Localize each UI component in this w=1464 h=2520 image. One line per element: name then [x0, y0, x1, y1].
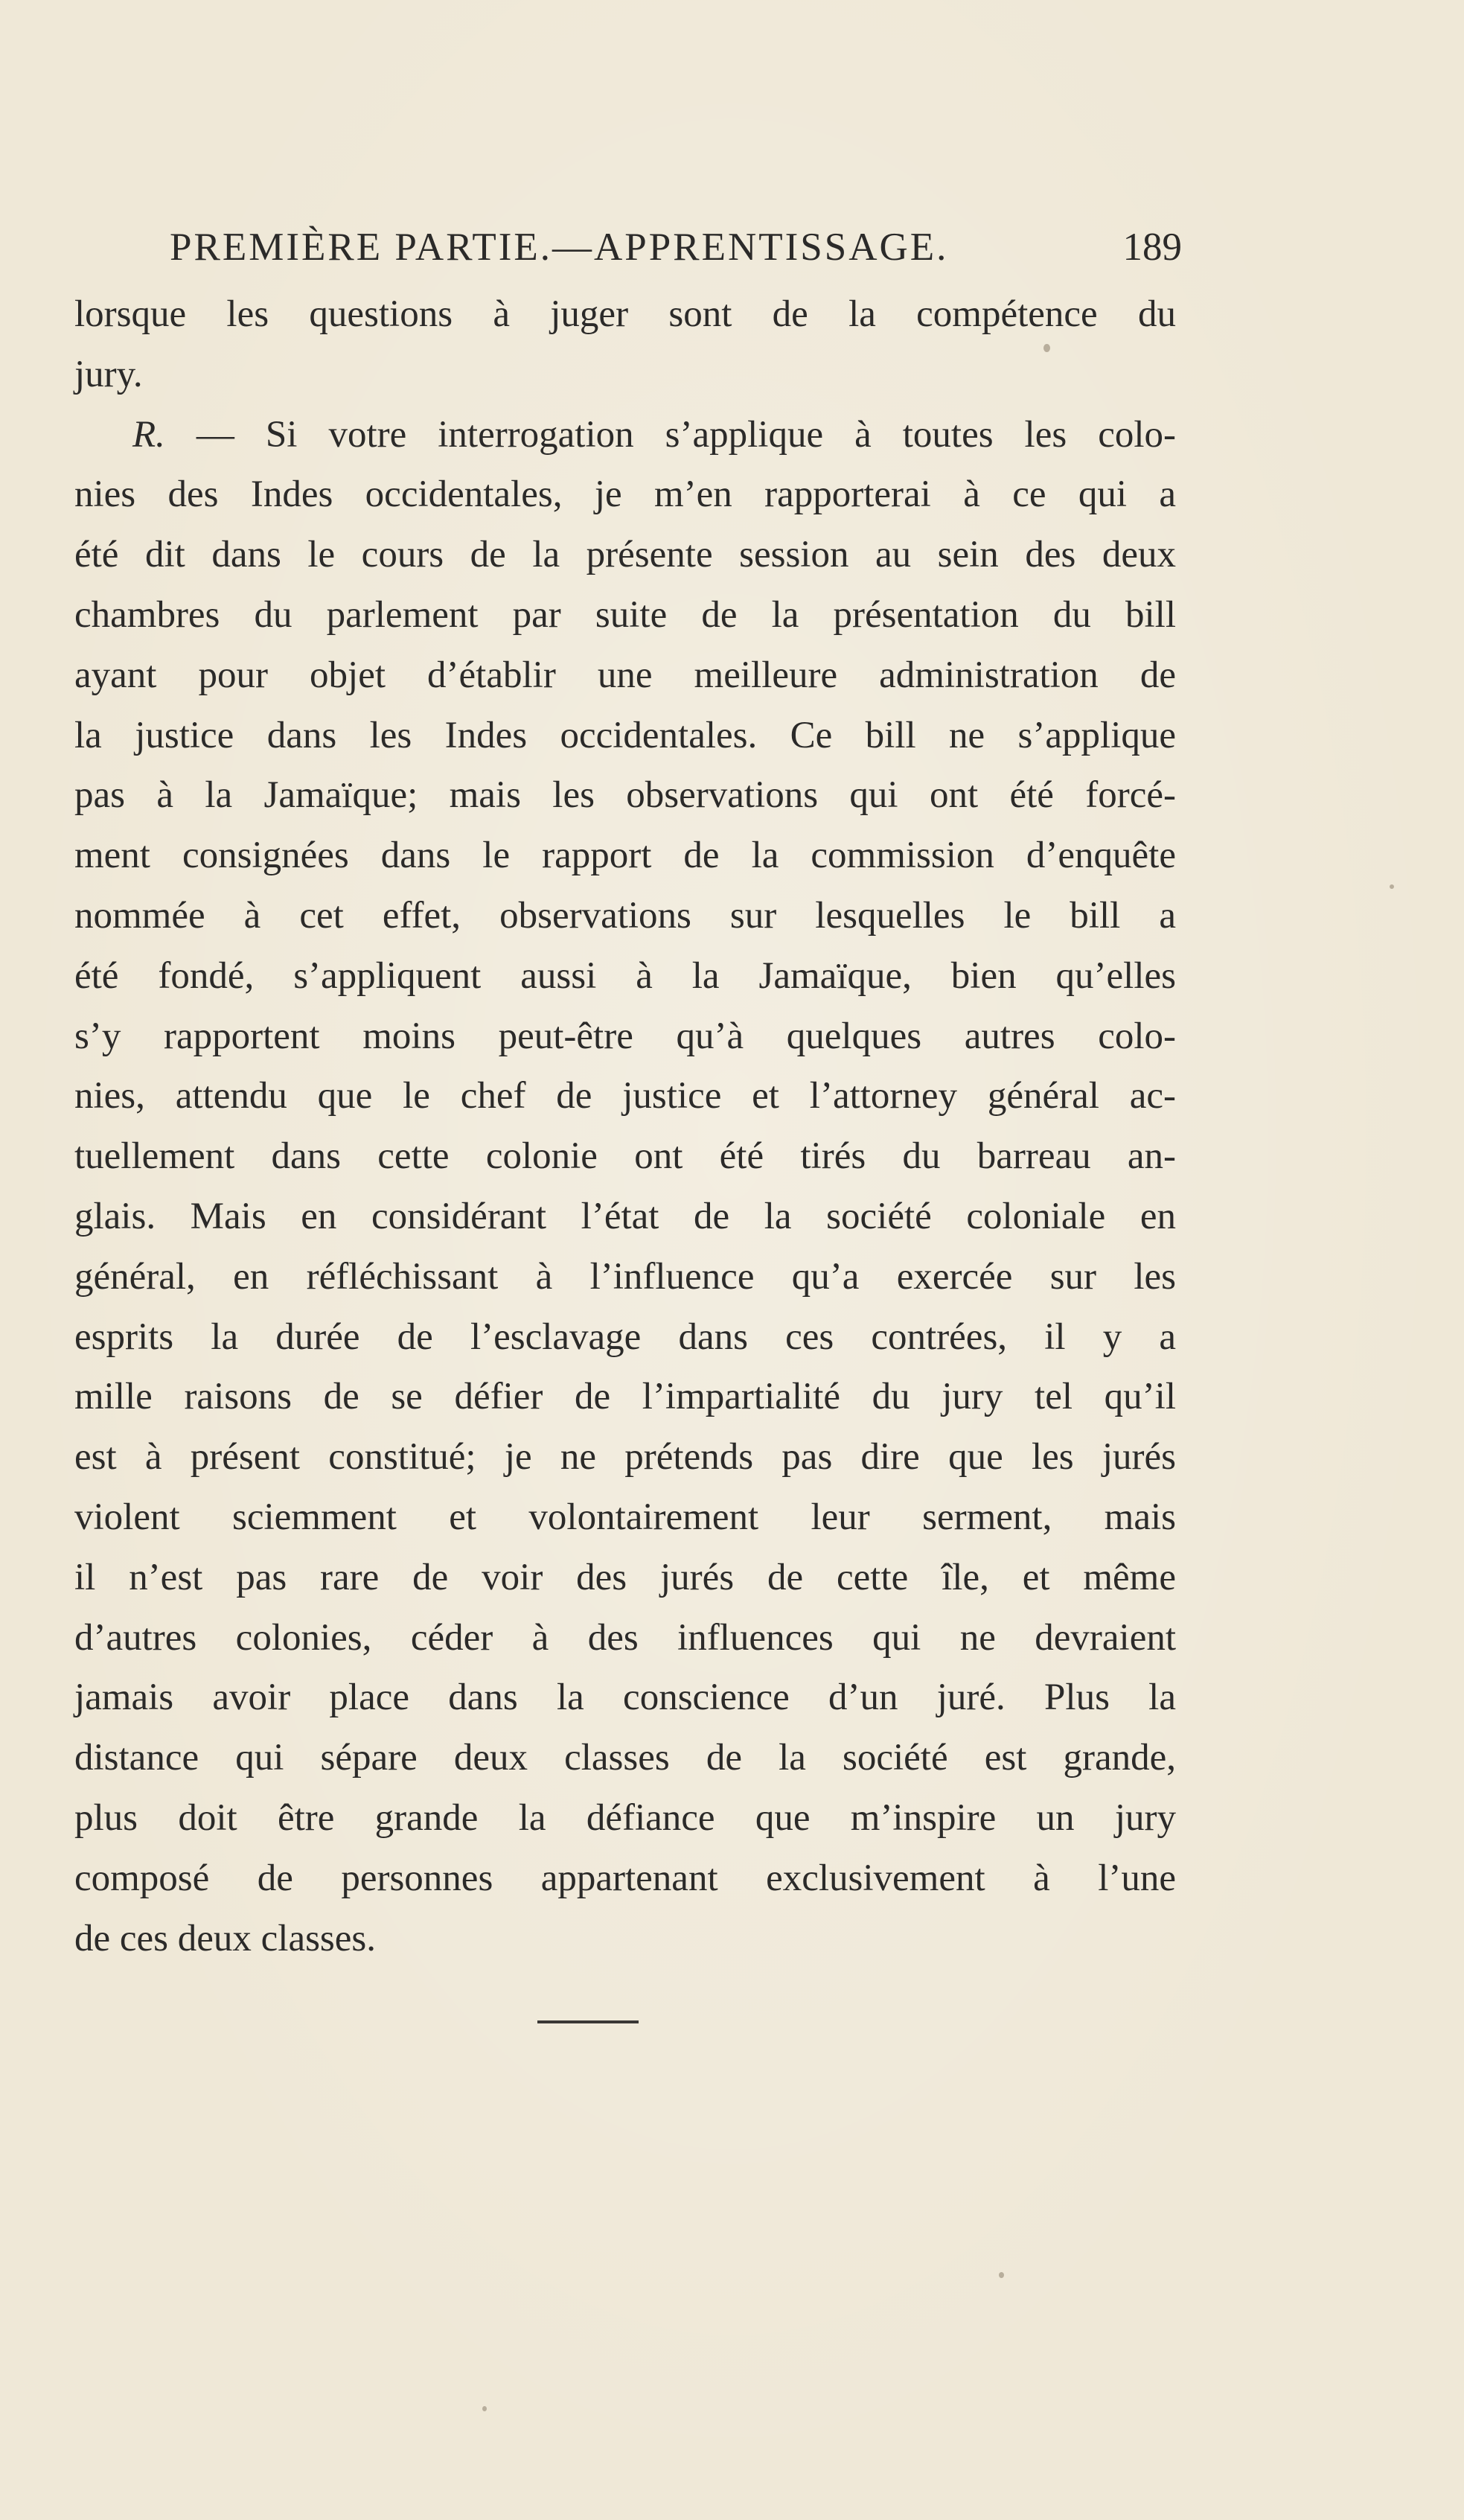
text-line: nies des Indes occidentales, je m’en rapporterai à ce qui a [74, 473, 1176, 516]
text-line: il n’est pas rare de voir des jurés de cette île, et même [74, 1556, 1176, 1598]
text-line: distance qui sépare deux classes de la société est grande, [74, 1737, 1176, 1779]
text-line: nommée à cet effet, observations sur lesquelles le bill a [74, 894, 1176, 937]
text-line-content: — Si votre interrogation s’applique à toutes les colo- [196, 413, 1176, 456]
text-line: ayant pour objet d’établir une meilleure administration de [74, 654, 1176, 696]
body-text [74, 284, 1176, 1968]
text-line: jury. [74, 353, 143, 395]
text-line: d’autres colonies, céder à des influences qui ne devraient [74, 1616, 1176, 1659]
text-line: esprits la durée de l’esclavage dans ces contrées, il y a [74, 1315, 1176, 1358]
paper-speck [999, 2272, 1004, 2278]
text-line: nies, attendu que le chef de justice et l’attorney général ac- [74, 1075, 1176, 1117]
text-line: lorsque les questions à juger sont de la compétence du [74, 293, 1176, 335]
text-line: s’y rapportent moins peut-être qu’à quelques autres colo- [74, 1015, 1176, 1057]
text-line: jamais avoir place dans la conscience d’un juré. Plus la [74, 1677, 1176, 1719]
paper-speck [1390, 884, 1394, 889]
closing-rule [537, 2020, 639, 2023]
text-line: tuellement dans cette colonie ont été tirés du barreau an- [74, 1135, 1176, 1178]
text-line: général, en réfléchissant à l’influence qu’a exercée sur les [74, 1255, 1176, 1298]
text-line: mille raisons de se défier de l’impartialité du jury tel qu’il [74, 1376, 1176, 1418]
text-line: ment consignées dans le rapport de la commission d’enquête [74, 835, 1176, 877]
text-line: été fondé, s’appliquent aussi à la Jamaïque, bien qu’elles [74, 954, 1176, 997]
text-line: chambres du parlement par suite de la présentation du bill [74, 593, 1176, 636]
text-line: glais. Mais en considérant l’état de la société coloniale en [74, 1195, 1176, 1237]
text-line: composé de personnes appartenant exclusivement à l’une [74, 1857, 1176, 1899]
text-line: pas à la Jamaïque; mais les observations qui ont été forcé- [74, 774, 1176, 817]
text-line: violent sciemment et volontairement leur serment, mais [74, 1496, 1176, 1538]
text-line: est à présent constitué; je ne prétends pas dire que les jurés [74, 1436, 1176, 1478]
paper-speck [482, 2406, 487, 2411]
page-number: 189 [1122, 226, 1182, 269]
running-head [170, 217, 1182, 277]
running-title: PREMIÈRE PARTIE.—APPRENTISSAGE. [170, 226, 949, 269]
text-line: de ces deux classes. [74, 1917, 377, 1959]
text-line: la justice dans les Indes occidentales. Ce bill ne s’applique [74, 714, 1176, 756]
paper-speck [1043, 344, 1050, 352]
speaker-label: R. [132, 413, 165, 456]
text-line: plus doit être grande la défiance que m’inspire un jury [74, 1796, 1176, 1839]
text-line [74, 405, 1176, 465]
text-line: été dit dans le cours de la présente session au sein des deux [74, 534, 1176, 576]
